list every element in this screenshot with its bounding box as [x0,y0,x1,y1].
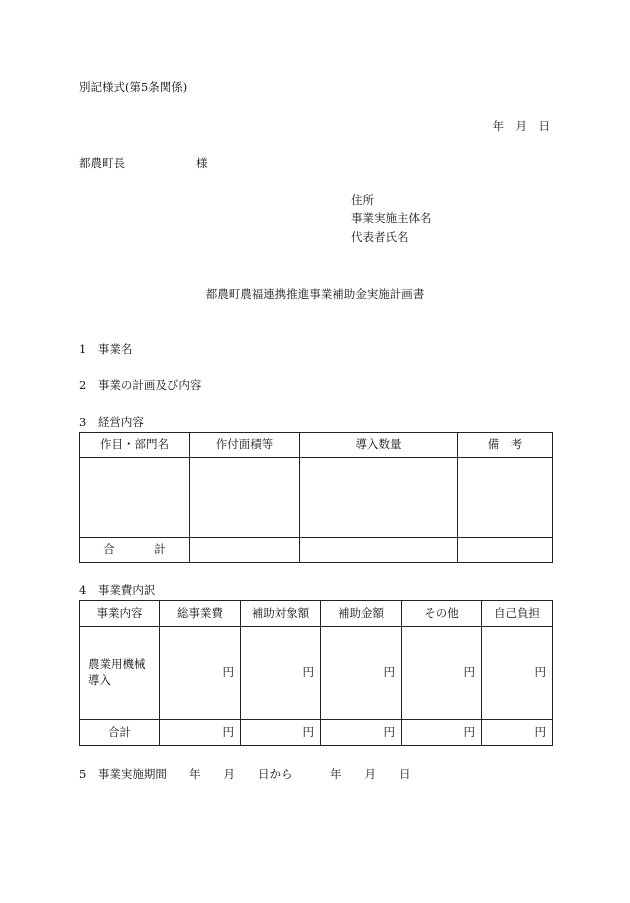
header-remarks: 備 考 [458,433,553,458]
total-label: 合 計 [80,538,190,563]
machinery-row-label [80,627,160,720]
total-cost-sum-cell[interactable]: 円 [160,720,241,746]
header-introduced-quantity: 導入数量 [300,433,458,458]
form-reference: 別記様式(第5条関係) [79,80,188,94]
planted-area-cell[interactable] [190,458,300,538]
header-subsidy-target: 補助対象額 [241,601,321,627]
addressee-honorific: 様 [196,156,208,170]
header-total-cost: 総事業費 [160,601,241,627]
machinery-label-line-1: 農業用機械 [88,657,146,672]
section-4-heading: 4 事業費内訳 [79,583,156,597]
other-cell[interactable]: 円 [402,627,482,720]
period-start-date: 年 月 日から [189,767,293,781]
introduced-quantity-cell[interactable] [300,458,458,538]
table-row [80,458,553,538]
addressee-name: 都農町長 [79,156,125,170]
date-line: 年 月 日 [492,119,550,133]
header-planted-area: 作付面積等 [190,433,300,458]
period-end-date: 年 月 日 [330,767,411,781]
table-header-row [80,433,553,458]
other-sum-cell[interactable]: 円 [402,720,482,746]
section-5-heading: 5 事業実施期間 [79,767,167,781]
self-burden-cell[interactable]: 円 [482,627,553,720]
table-header-row [80,601,553,627]
cost-breakdown-table [79,600,553,746]
applicant-representative-label: 代表者氏名 [351,230,409,244]
applicant-entity-label: 事業実施主体名 [351,211,432,225]
business-content-table [79,432,553,563]
header-crop-section: 作目・部門名 [80,433,190,458]
header-other: その他 [402,601,482,627]
total-row [80,720,553,746]
remarks-cell[interactable] [458,458,553,538]
section-3-heading: 3 経営内容 [79,415,144,429]
subsidy-amount-cell[interactable]: 円 [321,627,402,720]
machinery-label-line-2: 導入 [88,673,111,687]
table-row [80,627,553,720]
applicant-address-label: 住所 [351,193,374,207]
section-1-heading: 1 事業名 [79,342,133,356]
total-quantity-cell[interactable] [300,538,458,563]
section-2-heading: 2 事業の計画及び内容 [79,378,202,392]
subsidy-amount-sum-cell[interactable]: 円 [321,720,402,746]
total-remarks-cell[interactable] [458,538,553,563]
total-row [80,538,553,563]
subsidy-target-sum-cell[interactable]: 円 [241,720,321,746]
header-self-burden: 自己負担 [482,601,553,627]
total-area-cell[interactable] [190,538,300,563]
subsidy-target-cell[interactable]: 円 [241,627,321,720]
crop-section-cell[interactable] [80,458,190,538]
header-subsidy-amount: 補助金額 [321,601,402,627]
document-title: 都農町農福連携推進事業補助金実施計画書 [205,287,425,301]
total-cost-cell[interactable]: 円 [160,627,241,720]
header-business-content: 事業内容 [80,601,160,627]
total-label: 合計 [80,720,160,746]
self-burden-sum-cell[interactable]: 円 [482,720,553,746]
